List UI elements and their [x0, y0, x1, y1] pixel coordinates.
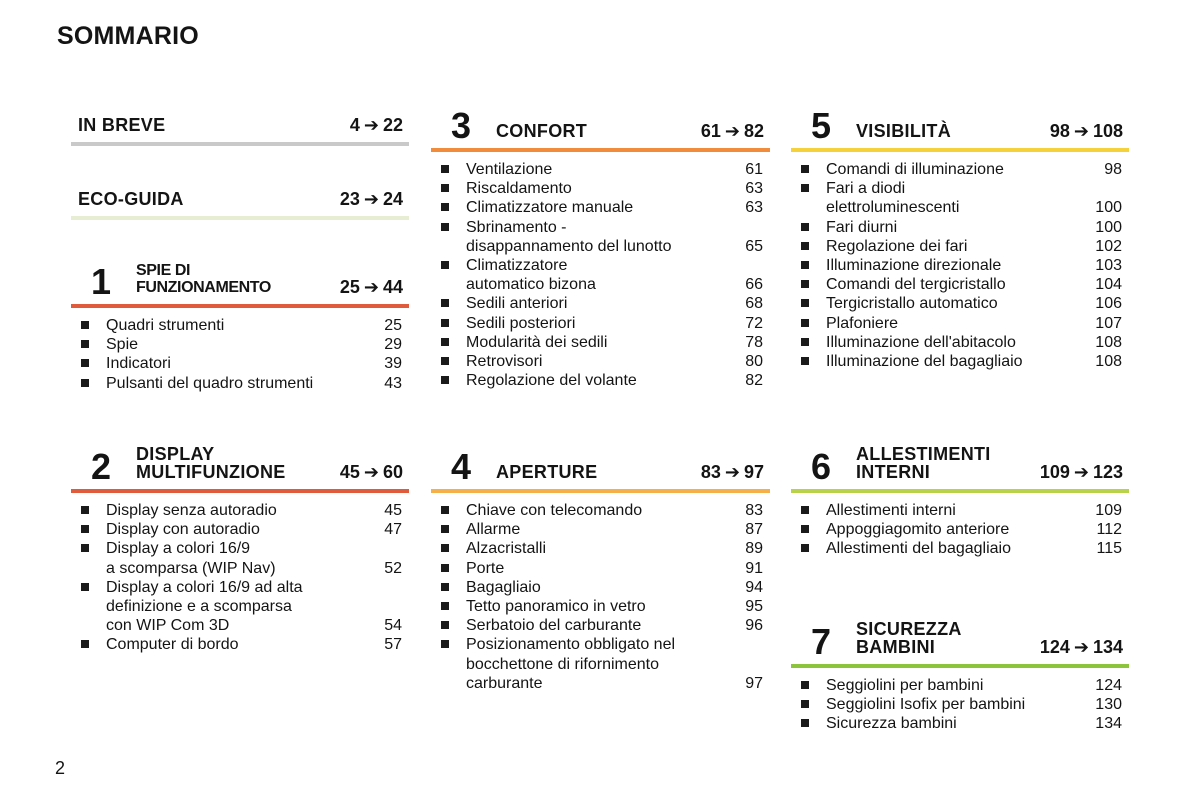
toc-entry[interactable]: [431, 314, 770, 333]
section-title: APERTURE: [496, 462, 598, 482]
toc-entry[interactable]: [431, 616, 770, 635]
toc-entry-page: 97: [745, 674, 763, 692]
toc-entry-page: 100: [1095, 218, 1122, 236]
toc-entry-label: Computer di bordo: [106, 636, 239, 654]
toc-entry-label: Display senza autoradio: [106, 502, 277, 519]
square-bullet-icon: [81, 640, 89, 648]
toc-entry-label: Display a colori 16/9 ad alta definizione e a scomparsa con WIP Com 3D: [106, 578, 303, 635]
toc-entry-label: Tergicristallo automatico: [826, 295, 998, 313]
toc-entry[interactable]: [71, 635, 409, 654]
toc-entry-label: Fari a diodi elettroluminescenti: [826, 180, 960, 217]
page-number: 2: [55, 758, 66, 778]
section-page-range: [1040, 638, 1123, 656]
toc-entry-label: Plafoniere: [826, 314, 899, 332]
toc-entry[interactable]: [431, 256, 770, 294]
toc-entry-page: 96: [745, 617, 763, 635]
section-color-bar: [791, 489, 1129, 493]
toc-entry-page: 54: [384, 617, 402, 635]
toc-entry-page: 25: [384, 317, 402, 334]
toc-entry-page: 52: [384, 559, 402, 577]
toc-entry-label: Chiave con telecomando: [466, 502, 643, 519]
section-page-range: [1050, 122, 1123, 140]
section-header[interactable]: [71, 256, 409, 304]
toc-entry-label: Seggiolini per bambini: [826, 677, 984, 694]
section-item-list: [791, 676, 1129, 734]
square-bullet-icon: [441, 299, 449, 307]
toc-entry-label: Sedili posteriori: [466, 314, 576, 332]
arrow-right-icon: ➔: [724, 121, 740, 141]
square-bullet-icon: [81, 583, 89, 591]
section-page-range: [701, 463, 764, 481]
arrow-right-icon: ➔: [363, 277, 379, 297]
square-bullet-icon: [801, 299, 809, 307]
toc-entry[interactable]: [791, 676, 1129, 695]
toc-entry-page: 87: [745, 521, 763, 539]
toc-entry[interactable]: [431, 160, 770, 179]
toc-entry[interactable]: [431, 520, 770, 539]
toc-entry-label: Allestimenti interni: [826, 502, 956, 519]
toc-entry-label: Allestimenti del bagagliaio: [826, 540, 1011, 558]
toc-entry[interactable]: [791, 179, 1129, 217]
toc-entry[interactable]: [431, 501, 770, 520]
toc-entry[interactable]: [791, 160, 1129, 179]
section-header[interactable]: [431, 100, 770, 148]
toc-entry[interactable]: [71, 578, 409, 636]
toc-entry-page: 72: [745, 314, 763, 332]
toc-entry-label: Quadri strumenti: [106, 317, 225, 334]
toc-entry-page: 109: [1095, 502, 1122, 519]
section-title: ECO-GUIDA: [78, 189, 184, 209]
range-to: 22: [382, 115, 403, 135]
arrow-right-icon: ➔: [1073, 462, 1089, 482]
square-bullet-icon: [801, 506, 809, 514]
square-bullet-icon: [801, 165, 809, 173]
range-to: 82: [743, 121, 764, 141]
square-bullet-icon: [441, 621, 449, 629]
toc-entry-page: 78: [745, 333, 763, 351]
toc-entry[interactable]: [791, 714, 1129, 733]
toc-entry[interactable]: [71, 335, 409, 354]
range-to: 134: [1092, 637, 1123, 657]
toc-entry[interactable]: [791, 218, 1129, 237]
section-number: 3: [451, 105, 472, 146]
toc-entry-page: 106: [1095, 295, 1122, 313]
toc-entry[interactable]: [791, 314, 1129, 333]
toc-entry-page: 68: [745, 295, 763, 313]
square-bullet-icon: [81, 525, 89, 533]
toc-entry-label: Comandi di illuminazione: [826, 161, 1004, 178]
range-to: 97: [743, 462, 764, 482]
range-to: 24: [382, 189, 403, 209]
section-title: DISPLAY MULTIFUNZIONE: [136, 444, 286, 482]
toc-entry-page: 95: [745, 598, 763, 616]
toc-entry-page: 89: [745, 540, 763, 558]
square-bullet-icon: [801, 184, 809, 192]
section-item-list: [71, 501, 409, 655]
toc-entry-label: Serbatoio del carburante: [466, 617, 642, 635]
section-header[interactable]: [71, 441, 409, 489]
section-color-bar: [431, 148, 770, 152]
toc-entry[interactable]: [431, 179, 770, 198]
toc-entry[interactable]: [71, 539, 409, 577]
square-bullet-icon: [441, 602, 449, 610]
square-bullet-icon: [441, 564, 449, 572]
section-number: 2: [91, 446, 112, 487]
section-item-list: [431, 160, 770, 390]
square-bullet-icon: [441, 261, 449, 269]
toc-entry[interactable]: [791, 539, 1129, 558]
section-color-bar: [791, 148, 1129, 152]
section-header[interactable]: [791, 441, 1129, 489]
square-bullet-icon: [441, 165, 449, 173]
section-header[interactable]: [791, 100, 1129, 148]
section-color-bar: [431, 489, 770, 493]
range-to: 123: [1092, 462, 1123, 482]
toc-entry[interactable]: [791, 501, 1129, 520]
toc-entry-label: Fari diurni: [826, 218, 898, 236]
toc-entry-label: Seggiolini Isofix per bambini: [826, 696, 1026, 714]
toc-entry[interactable]: [791, 256, 1129, 275]
arrow-right-icon: ➔: [1073, 637, 1089, 657]
toc-entry-label: Comandi del tergicristallo: [826, 276, 1006, 294]
toc-entry-label: Retrovisori: [466, 353, 543, 371]
toc-entry-label: Tetto panoramico in vetro: [466, 598, 646, 616]
square-bullet-icon: [801, 525, 809, 533]
square-bullet-icon: [801, 280, 809, 288]
toc-entry-page: 107: [1095, 314, 1122, 332]
toc-entry-label: Allarme: [466, 521, 521, 539]
toc-entry-page: 43: [384, 374, 402, 392]
toc-entry-page: 66: [745, 276, 763, 294]
toc-entry[interactable]: [71, 374, 409, 393]
toc-entry[interactable]: [791, 237, 1129, 256]
toc-entry[interactable]: [431, 371, 770, 390]
section-visibilita[interactable]: [791, 100, 1129, 371]
toc-entry-label: Climatizzatore manuale: [466, 199, 634, 217]
square-bullet-icon: [81, 379, 89, 387]
section-color-bar: [791, 664, 1129, 668]
square-bullet-icon: [801, 242, 809, 250]
toc-entry-page: 94: [745, 578, 763, 596]
toc-entry-page: 29: [384, 336, 402, 354]
arrow-right-icon: ➔: [363, 189, 379, 209]
square-bullet-icon: [441, 506, 449, 514]
square-bullet-icon: [801, 261, 809, 269]
range-from: 98: [1049, 121, 1070, 141]
square-bullet-icon: [81, 544, 89, 552]
toc-entry[interactable]: [791, 294, 1129, 313]
toc-entry-label: Regolazione del volante: [466, 372, 637, 390]
toc-entry-page: 63: [745, 199, 763, 217]
section-item-list: [71, 316, 409, 393]
toc-entry-label: Illuminazione dell'abitacolo: [826, 333, 1016, 351]
toc-entry[interactable]: [431, 578, 770, 597]
section-page-range: [701, 122, 764, 140]
toc-entry-page: 124: [1095, 677, 1122, 694]
square-bullet-icon: [441, 223, 449, 231]
arrow-right-icon: ➔: [1073, 121, 1089, 141]
square-bullet-icon: [81, 321, 89, 329]
toc-entry-page: 134: [1095, 715, 1122, 733]
toc-entry-label: Posizionamento obbligato nel bocchettone di rifornimento carburante: [466, 636, 676, 692]
toc-entry-label: Display a colori 16/9 a scomparsa (WIP Nav): [106, 540, 276, 577]
section-page-range: [1040, 463, 1123, 481]
range-from: 4: [349, 115, 360, 135]
square-bullet-icon: [441, 338, 449, 346]
toc-entry[interactable]: [431, 559, 770, 578]
toc-entry-page: 82: [745, 372, 763, 390]
toc-entry-label: Modularità dei sedili: [466, 333, 608, 351]
toc-entry-label: Indicatori: [106, 355, 171, 373]
range-from: 25: [339, 277, 360, 297]
square-bullet-icon: [441, 583, 449, 591]
section-header[interactable]: [71, 94, 409, 142]
section-number: 7: [811, 621, 832, 662]
arrow-right-icon: ➔: [724, 462, 740, 482]
section-title: IN BREVE: [78, 115, 166, 135]
section-spie-di-funzionamento[interactable]: [71, 256, 409, 393]
section-eco-guida[interactable]: [71, 168, 409, 220]
section-number: 6: [811, 446, 832, 487]
arrow-right-icon: ➔: [363, 115, 379, 135]
toc-entry[interactable]: [431, 539, 770, 558]
section-allestimenti-interni[interactable]: [791, 441, 1129, 559]
square-bullet-icon: [81, 359, 89, 367]
section-page-range: [350, 116, 403, 134]
square-bullet-icon: [801, 544, 809, 552]
toc-entry[interactable]: [791, 275, 1129, 294]
toc-entry-page: 91: [745, 559, 763, 577]
section-color-bar: [71, 216, 409, 220]
toc-entry-label: Pulsanti del quadro strumenti: [106, 374, 314, 392]
toc-entry[interactable]: [431, 333, 770, 352]
section-aperture[interactable]: [431, 441, 770, 693]
section-color-bar: [71, 142, 409, 146]
toc-entry-label: Ventilazione: [466, 161, 553, 178]
range-to: 60: [382, 462, 403, 482]
section-color-bar: [71, 304, 409, 308]
toc-entry[interactable]: [71, 316, 409, 335]
toc-entry-page: 102: [1095, 237, 1122, 255]
section-item-list: [791, 160, 1129, 371]
range-from: 83: [700, 462, 721, 482]
toc-entry-page: 130: [1095, 696, 1122, 714]
toc-entry-page: 108: [1095, 333, 1122, 351]
square-bullet-icon: [441, 203, 449, 211]
section-confort[interactable]: [431, 100, 770, 390]
toc-entry-label: Bagagliaio: [466, 578, 541, 596]
toc-entry-label: Spie: [106, 336, 139, 354]
square-bullet-icon: [441, 319, 449, 327]
toc-entry-label: Sicurezza bambini: [826, 715, 957, 733]
section-page-range: [340, 190, 403, 208]
toc-entry-label: Illuminazione del bagagliaio: [826, 353, 1023, 371]
toc-entry[interactable]: [431, 294, 770, 313]
toc-entry[interactable]: [71, 520, 409, 539]
square-bullet-icon: [441, 544, 449, 552]
section-item-list: [791, 501, 1129, 559]
square-bullet-icon: [81, 506, 89, 514]
range-to: 108: [1092, 121, 1123, 141]
section-title: VISIBILITÀ: [856, 121, 952, 141]
range-from: 45: [339, 462, 360, 482]
square-bullet-icon: [441, 376, 449, 384]
toc-entry-label: Sbrinamento - disappannamento del lunotto: [466, 218, 672, 255]
section-title: ALLESTIMENTI INTERNI: [856, 444, 991, 482]
section-header[interactable]: [71, 168, 409, 216]
toc-entry-page: 104: [1095, 276, 1122, 294]
toc-entry[interactable]: [791, 352, 1129, 371]
toc-entry-page: 61: [745, 161, 763, 178]
toc-entry-label: Illuminazione direzionale: [826, 257, 1002, 275]
square-bullet-icon: [801, 223, 809, 231]
toc-entry[interactable]: [791, 695, 1129, 714]
toc-entry[interactable]: [431, 597, 770, 616]
toc-entry-page: 45: [384, 502, 402, 519]
toc-entry-page: 100: [1095, 199, 1122, 217]
range-from: 124: [1039, 637, 1070, 657]
toc-entry-page: 108: [1095, 353, 1122, 371]
range-to: 44: [382, 277, 403, 297]
toc-entry-page: 80: [745, 353, 763, 371]
range-from: 23: [339, 189, 360, 209]
toc-entry-label: Climatizzatore automatico bizona: [466, 257, 596, 294]
square-bullet-icon: [801, 319, 809, 327]
section-number: 4: [451, 446, 472, 487]
toc-entry-page: 83: [745, 502, 763, 519]
toc-entry[interactable]: [431, 352, 770, 371]
toc-entry-page: 39: [384, 355, 402, 373]
section-sicurezza-bambini[interactable]: [791, 616, 1129, 734]
square-bullet-icon: [801, 719, 809, 727]
toc-entry-label: Regolazione dei fari: [826, 237, 968, 255]
toc-entry-page: 103: [1095, 257, 1122, 275]
square-bullet-icon: [801, 700, 809, 708]
section-page-range: [340, 463, 403, 481]
section-color-bar: [71, 489, 409, 493]
square-bullet-icon: [441, 184, 449, 192]
section-number: 5: [811, 105, 832, 146]
toc-entry[interactable]: [431, 635, 770, 693]
toc-entry-page: 47: [384, 521, 402, 539]
toc-entry-page: 57: [384, 636, 402, 654]
section-title: SICUREZZA BAMBINI: [856, 619, 962, 657]
square-bullet-icon: [801, 681, 809, 689]
square-bullet-icon: [801, 338, 809, 346]
section-item-list: [431, 501, 770, 693]
toc-entry[interactable]: [71, 501, 409, 520]
range-from: 61: [700, 121, 721, 141]
toc-entry-page: 112: [1096, 521, 1122, 539]
square-bullet-icon: [441, 640, 449, 648]
toc-entry-label: Riscaldamento: [466, 180, 572, 198]
toc-entry-page: 65: [745, 237, 763, 255]
toc-entry[interactable]: [791, 333, 1129, 352]
section-title: SPIE DI FUNZIONAMENTO: [136, 262, 271, 296]
toc-entry[interactable]: [71, 354, 409, 373]
page-title: SOMMARIO: [57, 22, 199, 50]
toc-entry-label: Porte: [466, 559, 505, 577]
range-from: 109: [1039, 462, 1070, 482]
toc-entry-label: Appoggiagomito anteriore: [826, 521, 1010, 539]
toc-entry[interactable]: [431, 218, 770, 256]
section-header[interactable]: [791, 616, 1129, 664]
section-page-range: [340, 278, 403, 296]
toc-entry-label: Display con autoradio: [106, 521, 260, 539]
section-display-multifunzione[interactable]: [71, 441, 409, 655]
section-title: CONFORT: [496, 121, 588, 141]
square-bullet-icon: [441, 525, 449, 533]
section-header[interactable]: [431, 441, 770, 489]
toc-entry-label: Alzacristalli: [466, 540, 547, 558]
toc-entry[interactable]: [791, 520, 1129, 539]
toc-entry-page: 63: [745, 180, 763, 198]
square-bullet-icon: [81, 340, 89, 348]
section-number: 1: [91, 261, 112, 302]
section-in-breve[interactable]: [71, 94, 409, 146]
toc-entry-page: 115: [1096, 540, 1122, 558]
square-bullet-icon: [801, 357, 809, 365]
toc-entry-page: 98: [1104, 161, 1122, 178]
square-bullet-icon: [441, 357, 449, 365]
toc-entry-label: Sedili anteriori: [466, 295, 568, 313]
arrow-right-icon: ➔: [363, 462, 379, 482]
toc-entry[interactable]: [431, 198, 770, 217]
